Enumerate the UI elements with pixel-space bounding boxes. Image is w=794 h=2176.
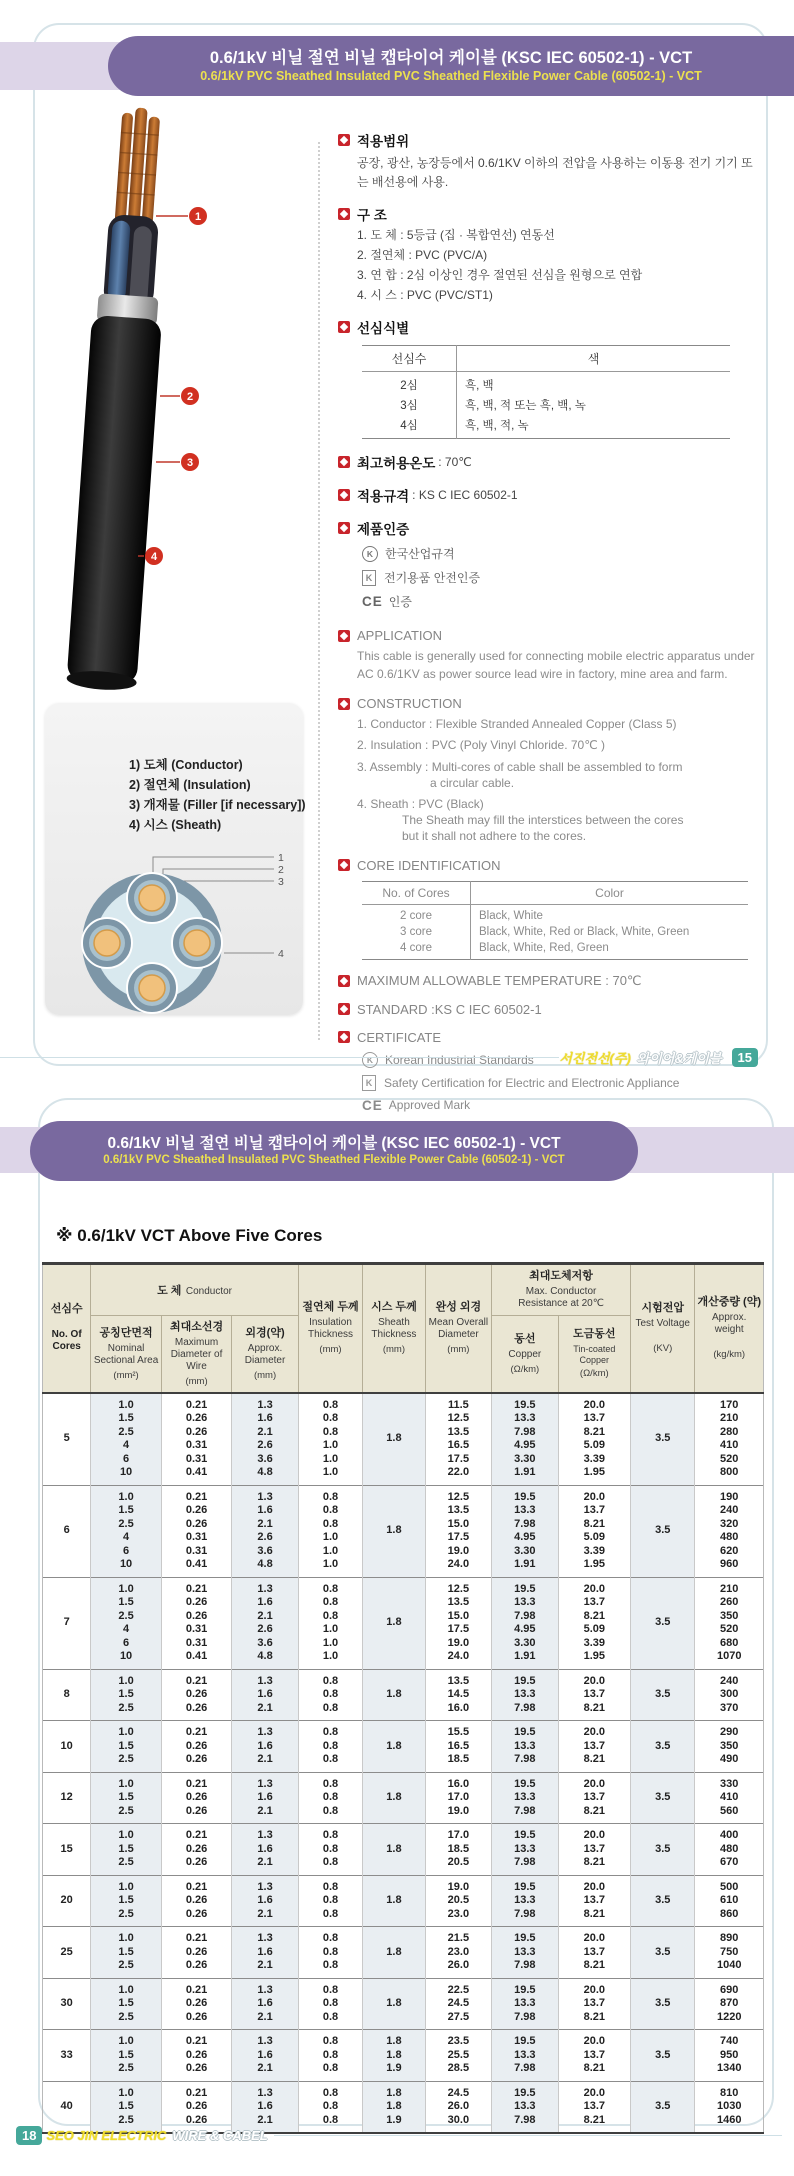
spec-table-body — [43, 1393, 764, 2134]
badge-3-label: 3 — [186, 457, 194, 469]
spec-cell-voltage: 3.5 — [631, 1978, 695, 2030]
page1-content — [338, 130, 762, 1126]
spec-cell-voltage: 3.5 — [631, 1927, 695, 1979]
spec-cell-cores: 33 — [43, 2030, 91, 2082]
xsec-label-3: 3 — [278, 876, 284, 888]
spec-cell-sizes: 1.0 1.5 2.5 4 6 10 — [91, 1577, 161, 1669]
spec-cell-overall: 12.5 13.5 15.0 17.5 19.0 24.0 — [425, 1577, 491, 1669]
section-standard-ko — [338, 485, 762, 505]
page-number-badge: 18 — [16, 2126, 42, 2145]
col-header-nominal-area: 공칭단면적 Nominal Sectional Area (mm²) — [91, 1315, 161, 1392]
spec-cell-ins: 0.8 0.8 0.8 — [298, 1824, 362, 1876]
spec-table-group-row — [43, 1875, 764, 1927]
structure-item: 3. 연 합 : 2심 이상인 경우 절연된 선심을 원형으로 연합 — [357, 268, 643, 283]
spec-cell-tin: 20.0 13.7 8.21 — [558, 1875, 630, 1927]
spec-cell-wire: 0.21 0.26 0.26 — [161, 1978, 231, 2030]
spec-cell-diam: 1.3 1.6 2.1 2.6 3.6 4.8 — [232, 1393, 298, 1486]
spec-cell-tin: 20.0 13.7 8.21 5.09 3.39 1.95 — [558, 1485, 630, 1577]
table-cell: Black, White — [479, 909, 543, 922]
max-temp-ko-value: : 70℃ — [438, 455, 472, 470]
spec-cell-sheath: 1.8 — [363, 1393, 425, 1486]
spec-cell-copper: 19.5 13.3 7.98 — [492, 1772, 558, 1824]
table-cell: Black, White, Red, Green — [479, 941, 609, 954]
spec-cell-tin: 20.0 13.7 8.21 — [558, 1927, 630, 1979]
section-bullet-icon — [338, 456, 350, 468]
page1-title-ko: 0.6/1kV 비닐 절연 비닐 캡타이어 케이블 (KSC IEC 60502-1) - VCT — [209, 48, 693, 67]
core-id-ko-table — [362, 345, 730, 439]
spec-cell-diam: 1.3 1.6 2.1 — [232, 1721, 298, 1773]
spec-cell-sheath: 1.8 — [363, 1875, 425, 1927]
spec-cell-tin: 20.0 13.7 8.21 — [558, 1824, 630, 1876]
core-id-ko-col1: 선심수 — [362, 346, 457, 372]
spec-table-heading: ※ 0.6/1kV VCT Above Five Cores — [56, 1226, 323, 1245]
spec-cell-overall: 11.5 12.5 13.5 16.5 17.5 22.0 — [425, 1393, 491, 1486]
section-bullet-icon — [338, 1003, 350, 1015]
application-body-line: This cable is generally used for connecting mobile electric apparatus under — [357, 649, 755, 664]
spec-cell-weight: 170 210 280 410 520 800 — [695, 1393, 764, 1486]
construction-heading: CONSTRUCTION — [357, 696, 462, 712]
page2-header-banner — [30, 1121, 638, 1181]
spec-cell-tin: 20.0 13.7 8.21 — [558, 1772, 630, 1824]
legend-item: 2) 절연체 (Insulation) — [129, 778, 251, 792]
construction-item: but it shall not adhere to the cores. — [402, 829, 587, 844]
core-id-ko-col2: 색 — [457, 346, 731, 372]
table-cell: 2 core — [362, 904, 471, 924]
spec-cell-wire: 0.21 0.26 0.26 — [161, 1772, 231, 1824]
spec-cell-wire: 0.21 0.26 0.26 — [161, 1824, 231, 1876]
structure-item: 2. 절연체 : PVC (PVC/A) — [357, 248, 488, 263]
spec-cell-sheath: 1.8 1.8 1.9 — [363, 2081, 425, 2133]
construction-item: 2. Insulation : PVC (Poly Vinyl Chloride. 70℃ ) — [357, 738, 606, 753]
kc-safety-mark-icon: K — [362, 570, 376, 586]
legend-item: 4) 시스 (Sheath) — [129, 818, 222, 832]
spec-cell-sheath: 1.8 1.8 1.9 — [363, 2030, 425, 2082]
core-id-en-col1: No. of Cores — [362, 881, 471, 904]
cert-ko-item: 전기용품 안전인증 — [384, 571, 481, 586]
spec-cell-diam: 1.3 1.6 2.1 — [232, 1978, 298, 2030]
ce-mark-icon: CE — [362, 594, 383, 610]
page-number-badge: 15 — [732, 1048, 758, 1067]
spec-cell-sizes: 1.0 1.5 2.5 — [91, 1772, 161, 1824]
structure-item: 4. 시 스 : PVC (PVC/ST1) — [357, 288, 493, 303]
spec-cell-diam: 1.3 1.6 2.1 — [232, 2030, 298, 2082]
cable-photo — [38, 104, 310, 704]
spec-cell-sizes: 1.0 1.5 2.5 — [91, 1927, 161, 1979]
certification-ko-heading: 제품인증 — [357, 522, 410, 538]
spec-table-group-row — [43, 1485, 764, 1577]
spec-cell-ins: 0.8 0.8 0.8 — [298, 1927, 362, 1979]
spec-cell-weight: 290 350 490 — [695, 1721, 764, 1773]
spec-cell-sheath: 1.8 — [363, 1485, 425, 1577]
table-cell: 4 core — [362, 940, 471, 960]
spec-cell-weight: 210 260 350 520 680 1070 — [695, 1577, 764, 1669]
spec-cell-overall: 23.5 25.5 28.5 — [425, 2030, 491, 2082]
application-body-line: AC 0.6/1KV as power source lead wire in factory, mine area and farm. — [357, 667, 728, 682]
spec-cell-ins: 0.8 0.8 0.8 — [298, 1669, 362, 1721]
spec-cell-tin: 20.0 13.7 8.21 5.09 3.39 1.95 — [558, 1577, 630, 1669]
spec-cell-weight: 240 300 370 — [695, 1669, 764, 1721]
col-header-insulation: 절연체 두께 Insulation Thickness (mm) — [298, 1264, 362, 1393]
col-header-approx-diameter: 외경(약) Approx. Diameter (mm) — [232, 1315, 298, 1392]
spec-cell-weight: 400 480 670 — [695, 1824, 764, 1876]
col-header-overall: 완성 외경 Mean Overall Diameter (mm) — [425, 1264, 491, 1393]
section-bullet-icon — [338, 134, 350, 146]
scope-heading: 적용범위 — [357, 134, 410, 149]
spec-cell-diam: 1.3 1.6 2.1 2.6 3.6 4.8 — [232, 1485, 298, 1577]
spec-cell-tin: 20.0 13.7 8.21 — [558, 2030, 630, 2082]
spec-cell-copper: 19.5 13.3 7.98 — [492, 2030, 558, 2082]
spec-cell-weight: 740 950 1340 — [695, 2030, 764, 2082]
spec-cell-copper: 19.5 13.3 7.98 — [492, 1721, 558, 1773]
spec-cell-wire: 0.21 0.26 0.26 — [161, 2081, 231, 2133]
section-scope — [338, 130, 762, 191]
construction-item: 1. Conductor : Flexible Stranded Annealed Copper (Class 5) — [357, 717, 677, 732]
spec-cell-sizes: 1.0 1.5 2.5 — [91, 1721, 161, 1773]
spec-table — [42, 1262, 764, 2134]
ks-mark-icon: K — [362, 546, 378, 562]
spec-cell-sizes: 1.0 1.5 2.5 — [91, 1669, 161, 1721]
section-bullet-icon — [338, 859, 350, 871]
col-header-weight: 개산중량 (약) Approx. weight (kg/km) — [695, 1264, 764, 1393]
cross-section-diagram — [56, 843, 292, 1021]
col-group-resistance: 최대도체저항 Max. Conductor Resistance at 20℃ — [492, 1264, 631, 1316]
standard-ko-heading: 적용규격 — [357, 489, 410, 505]
cert-ko-item: 인증 — [388, 595, 412, 610]
spec-table-group-row — [43, 2030, 764, 2082]
spec-cell-cores: 12 — [43, 1772, 91, 1824]
spec-cell-wire: 0.21 0.26 0.26 0.31 0.31 0.41 — [161, 1485, 231, 1577]
core-id-en-col2: Color — [471, 881, 749, 904]
spec-cell-voltage: 3.5 — [631, 1875, 695, 1927]
spec-cell-diam: 1.3 1.6 2.1 — [232, 1669, 298, 1721]
spec-cell-voltage: 3.5 — [631, 1393, 695, 1486]
col-header-tin-coated-copper: 도금동선 Tin-coated Copper (Ω/km) — [558, 1315, 630, 1392]
spec-cell-overall: 24.5 26.0 30.0 — [425, 2081, 491, 2133]
spec-cell-cores: 15 — [43, 1824, 91, 1876]
spec-cell-weight: 690 870 1220 — [695, 1978, 764, 2030]
col-header-sheath: 시스 두께 Sheath Thickness (mm) — [363, 1264, 425, 1393]
spec-cell-overall: 15.5 16.5 18.5 — [425, 1721, 491, 1773]
col-header-voltage: 시험전압 Test Voltage (KV) — [631, 1264, 695, 1393]
spec-cell-voltage: 3.5 — [631, 2081, 695, 2133]
spec-cell-voltage: 3.5 — [631, 1485, 695, 1577]
table-cell: 3심 — [362, 395, 457, 415]
core-id-en-table — [362, 881, 748, 960]
spec-cell-ins: 0.8 0.8 0.8 — [298, 1978, 362, 2030]
spec-table-header — [43, 1264, 764, 1393]
spec-table-group-row — [43, 1577, 764, 1669]
spec-cell-diam: 1.3 1.6 2.1 — [232, 2081, 298, 2133]
footer-brand-en1: SEO JIN ELECTRIC — [46, 2128, 167, 2143]
spec-cell-tin: 20.0 13.7 8.21 — [558, 1721, 630, 1773]
construction-item: 3. Assembly : Multi-cores of cable shall be assembled to form — [357, 759, 683, 774]
spec-cell-diam: 1.3 1.6 2.1 — [232, 1824, 298, 1876]
page1-title-en: 0.6/1kV PVC Sheathed Insulated PVC Sheathed Flexible Power Cable (60502-1) - VCT — [200, 69, 702, 84]
spec-cell-cores: 40 — [43, 2081, 91, 2133]
spec-table-group-row — [43, 1772, 764, 1824]
section-max-temp-ko — [338, 452, 762, 472]
spec-cell-cores: 8 — [43, 1669, 91, 1721]
table-cell: 2심 — [362, 372, 457, 396]
spec-cell-wire: 0.21 0.26 0.26 0.31 0.31 0.41 — [161, 1577, 231, 1669]
section-bullet-icon — [338, 522, 350, 534]
section-application — [338, 628, 762, 683]
spec-table-group-row — [43, 1393, 764, 1486]
section-max-temp-en — [338, 973, 762, 989]
spec-cell-cores: 6 — [43, 1485, 91, 1577]
spec-cell-overall: 16.0 17.0 19.0 — [425, 1772, 491, 1824]
spec-cell-sizes: 1.0 1.5 2.5 — [91, 1875, 161, 1927]
spec-cell-sheath: 1.8 — [363, 1772, 425, 1824]
spec-cell-sizes: 1.0 1.5 2.5 — [91, 2030, 161, 2082]
spec-cell-voltage: 3.5 — [631, 1721, 695, 1773]
column-divider — [318, 142, 320, 1040]
cert-ko-item: 한국산업규격 — [385, 547, 455, 562]
spec-cell-ins: 0.8 0.8 0.8 1.0 1.0 1.0 — [298, 1393, 362, 1486]
section-standard-en — [338, 1002, 762, 1017]
spec-cell-copper: 19.5 13.3 7.98 — [492, 1669, 558, 1721]
section-construction — [338, 696, 762, 844]
spec-cell-copper: 19.5 13.3 7.98 4.95 3.30 1.91 — [492, 1393, 558, 1486]
spec-cell-weight: 330 410 560 — [695, 1772, 764, 1824]
table-cell: Black, White, Red or Black, White, Green — [479, 925, 690, 938]
spec-cell-cores: 25 — [43, 1927, 91, 1979]
spec-cell-weight: 890 750 1040 — [695, 1927, 764, 1979]
cert-en-item: Korean Industrial Standards — [385, 1052, 534, 1067]
spec-cell-cores: 20 — [43, 1875, 91, 1927]
spec-cell-copper: 19.5 13.3 7.98 — [492, 2081, 558, 2133]
spec-cell-tin: 20.0 13.7 8.21 — [558, 2081, 630, 2133]
section-structure — [338, 204, 762, 304]
spec-table-group-row — [43, 1824, 764, 1876]
spec-cell-sizes: 1.0 1.5 2.5 4 6 10 — [91, 1393, 161, 1486]
spec-cell-weight: 500 610 860 — [695, 1875, 764, 1927]
table-cell: 3 core — [362, 924, 471, 940]
spec-cell-copper: 19.5 13.3 7.98 — [492, 1978, 558, 2030]
spec-cell-copper: 19.5 13.3 7.98 — [492, 1824, 558, 1876]
spec-cell-overall: 21.5 23.0 26.0 — [425, 1927, 491, 1979]
xsec-label-4: 4 — [278, 948, 284, 960]
legend-lines — [129, 755, 306, 835]
page1-footer — [0, 1048, 762, 1067]
spec-cell-sheath: 1.8 — [363, 1721, 425, 1773]
spec-cell-tin: 20.0 13.7 8.21 — [558, 1978, 630, 2030]
spec-table-group-row — [43, 1978, 764, 2030]
spec-cell-weight: 810 1030 1460 — [695, 2081, 764, 2133]
section-core-id-en — [338, 858, 762, 960]
spec-cell-sizes: 1.0 1.5 2.5 — [91, 2081, 161, 2133]
spec-cell-wire: 0.21 0.26 0.26 0.31 0.31 0.41 — [161, 1393, 231, 1486]
spec-cell-diam: 1.3 1.6 2.1 — [232, 1875, 298, 1927]
spec-cell-sizes: 1.0 1.5 2.5 — [91, 1978, 161, 2030]
spec-table-group-row — [43, 1669, 764, 1721]
spec-cell-ins: 0.8 0.8 0.8 1.0 1.0 1.0 — [298, 1485, 362, 1577]
spec-cell-ins: 0.8 0.8 0.8 — [298, 1875, 362, 1927]
spec-cell-copper: 19.5 13.3 7.98 — [492, 1927, 558, 1979]
spec-cell-sizes: 1.0 1.5 2.5 — [91, 1824, 161, 1876]
spec-cell-overall: 13.5 14.5 16.0 — [425, 1669, 491, 1721]
footer-brand-ko: 서진전선(주) — [559, 1051, 631, 1066]
legend-item: 1) 도체 (Conductor) — [129, 758, 243, 772]
spec-cell-wire: 0.21 0.26 0.26 — [161, 2030, 231, 2082]
spec-cell-tin: 20.0 13.7 8.21 5.09 3.39 1.95 — [558, 1393, 630, 1486]
badge-2-label: 2 — [186, 391, 194, 403]
kc-safety-mark-icon: K — [362, 1075, 376, 1091]
spec-cell-copper: 19.5 13.3 7.98 — [492, 1875, 558, 1927]
spec-cell-sheath: 1.8 — [363, 1927, 425, 1979]
spec-cell-cores: 30 — [43, 1978, 91, 2030]
spec-cell-diam: 1.3 1.6 2.1 2.6 3.6 4.8 — [232, 1577, 298, 1669]
max-temp-ko-heading: 최고허용온도 — [357, 456, 436, 472]
section-bullet-icon — [338, 698, 350, 710]
col-header-copper: 동선 Copper (Ω/km) — [492, 1315, 558, 1392]
structure-item: 1. 도 체 : 5등급 (집 · 복합연선) 연동선 — [357, 228, 555, 243]
spec-cell-voltage: 3.5 — [631, 1772, 695, 1824]
footer-rule — [0, 1057, 559, 1058]
footer-brand-en2: WIRE & CABEL — [172, 2128, 268, 2143]
spec-cell-ins: 0.8 0.8 0.8 — [298, 1721, 362, 1773]
spec-cell-wire: 0.21 0.26 0.26 — [161, 1669, 231, 1721]
standard-en: STANDARD :KS C IEC 60502-1 — [357, 1001, 542, 1017]
application-heading: APPLICATION — [357, 628, 443, 644]
page2-title-ko: 0.6/1kV 비닐 절연 비닐 캡타이어 케이블 (KSC IEC 60502-1) - VCT — [107, 1134, 561, 1152]
page2-footer — [12, 2126, 782, 2145]
spec-cell-sheath: 1.8 — [363, 1669, 425, 1721]
section-bullet-icon — [338, 630, 350, 642]
spec-cell-overall: 12.5 13.5 15.0 17.5 19.0 24.0 — [425, 1485, 491, 1577]
core-id-ko-heading: 선심식별 — [357, 321, 410, 337]
spec-cell-copper: 19.5 13.3 7.98 4.95 3.30 1.91 — [492, 1577, 558, 1669]
spec-cell-cores: 7 — [43, 1577, 91, 1669]
construction-item: a circular cable. — [430, 775, 515, 790]
spec-cell-sheath: 1.8 — [363, 1577, 425, 1669]
legend-item: 3) 개재물 (Filler [if necessary]) — [129, 798, 306, 812]
badge-4-label: 4 — [150, 551, 158, 563]
construction-item: 4. Sheath : PVC (Black) — [357, 796, 484, 811]
spec-table-wrap — [42, 1262, 764, 2134]
spec-cell-voltage: 3.5 — [631, 1824, 695, 1876]
ce-mark-icon: CE — [362, 1097, 383, 1113]
construction-item: The Sheath may fill the interstices between the cores — [402, 813, 684, 828]
spec-cell-wire: 0.21 0.26 0.26 — [161, 1721, 231, 1773]
footer-rule — [274, 2135, 782, 2136]
spec-cell-voltage: 3.5 — [631, 2030, 695, 2082]
spec-table-group-row — [43, 1927, 764, 1979]
spec-cell-cores: 10 — [43, 1721, 91, 1773]
core-id-en-heading: CORE IDENTIFICATION — [357, 857, 501, 873]
spec-cell-wire: 0.21 0.26 0.26 — [161, 1927, 231, 1979]
table-cell: 흑, 백, 적 또는 흑, 백, 녹 — [465, 400, 586, 413]
spec-cell-voltage: 3.5 — [631, 1577, 695, 1669]
footer-brand-ko2: 와이어&케이블 — [636, 1051, 722, 1066]
table-cell: 4심 — [362, 415, 457, 439]
section-bullet-icon — [338, 1031, 350, 1043]
xsec-label-1: 1 — [278, 852, 284, 864]
col-group-conductor: 도 체 Conductor — [91, 1264, 298, 1316]
page1-header-banner — [108, 36, 794, 96]
spec-cell-tin: 20.0 13.7 8.21 — [558, 1669, 630, 1721]
spec-cell-diam: 1.3 1.6 2.1 — [232, 1772, 298, 1824]
scope-body: 공장, 광산, 농장등에서 0.6/1KV 이하의 전압을 사용하는 이동용 전기 기기 또는 배선용에 사용. — [357, 156, 753, 189]
section-bullet-icon — [338, 489, 350, 501]
spec-cell-ins: 0.8 0.8 0.8 1.0 1.0 1.0 — [298, 1577, 362, 1669]
spec-cell-sheath: 1.8 — [363, 1824, 425, 1876]
spec-cell-sizes: 1.0 1.5 2.5 4 6 10 — [91, 1485, 161, 1577]
legend-box — [45, 703, 306, 1015]
spec-cell-ins: 0.8 0.8 0.8 — [298, 2081, 362, 2133]
cert-en-item: Safety Certification for Electric and Electronic Appliance — [384, 1075, 680, 1090]
spec-cell-ins: 0.8 0.8 0.8 — [298, 1772, 362, 1824]
badge-1-label: 1 — [194, 211, 202, 223]
section-core-id-ko — [338, 317, 762, 439]
spec-cell-wire: 0.21 0.26 0.26 — [161, 1875, 231, 1927]
certificate-heading: CERTIFICATE — [357, 1029, 442, 1045]
spec-cell-weight: 190 240 320 480 620 960 — [695, 1485, 764, 1577]
section-bullet-icon — [338, 975, 350, 987]
table-cell: 흑, 백 — [465, 380, 494, 393]
section-certification-ko — [338, 518, 762, 610]
spec-cell-voltage: 3.5 — [631, 1669, 695, 1721]
spec-cell-overall: 19.0 20.5 23.0 — [425, 1875, 491, 1927]
table-cell: 흑, 백, 적, 녹 — [465, 420, 529, 433]
spec-cell-cores: 5 — [43, 1393, 91, 1486]
spec-cell-ins: 0.8 0.8 0.8 — [298, 2030, 362, 2082]
spec-table-group-row — [43, 1721, 764, 1773]
section-bullet-icon — [338, 321, 350, 333]
standard-ko-value: : KS C IEC 60502-1 — [412, 488, 518, 503]
spec-cell-overall: 22.5 24.5 27.5 — [425, 1978, 491, 2030]
col-header-wire-diameter: 최대소선경 Maximum Diameter of Wire (mm) — [161, 1315, 231, 1392]
spec-cell-sheath: 1.8 — [363, 1978, 425, 2030]
col-header-cores: 선심수 No. Of Cores — [43, 1264, 91, 1393]
max-temp-en: MAXIMUM ALLOWABLE TEMPERATURE : 70℃ — [357, 972, 642, 988]
spec-cell-copper: 19.5 13.3 7.98 4.95 3.30 1.91 — [492, 1485, 558, 1577]
cert-en-item: Approved Mark — [388, 1098, 471, 1112]
spec-cell-overall: 17.0 18.5 20.5 — [425, 1824, 491, 1876]
spec-cell-diam: 1.3 1.6 2.1 — [232, 1927, 298, 1979]
section-bullet-icon — [338, 208, 350, 220]
structure-heading: 구 조 — [357, 208, 387, 224]
cable-body — [66, 105, 176, 691]
xsec-label-2: 2 — [278, 864, 284, 876]
ks-mark-icon: K — [362, 1052, 378, 1068]
page2-title-en: 0.6/1kV PVC Sheathed Insulated PVC Sheathed Flexible Power Cable (60502-1) - VCT — [103, 1154, 565, 1167]
